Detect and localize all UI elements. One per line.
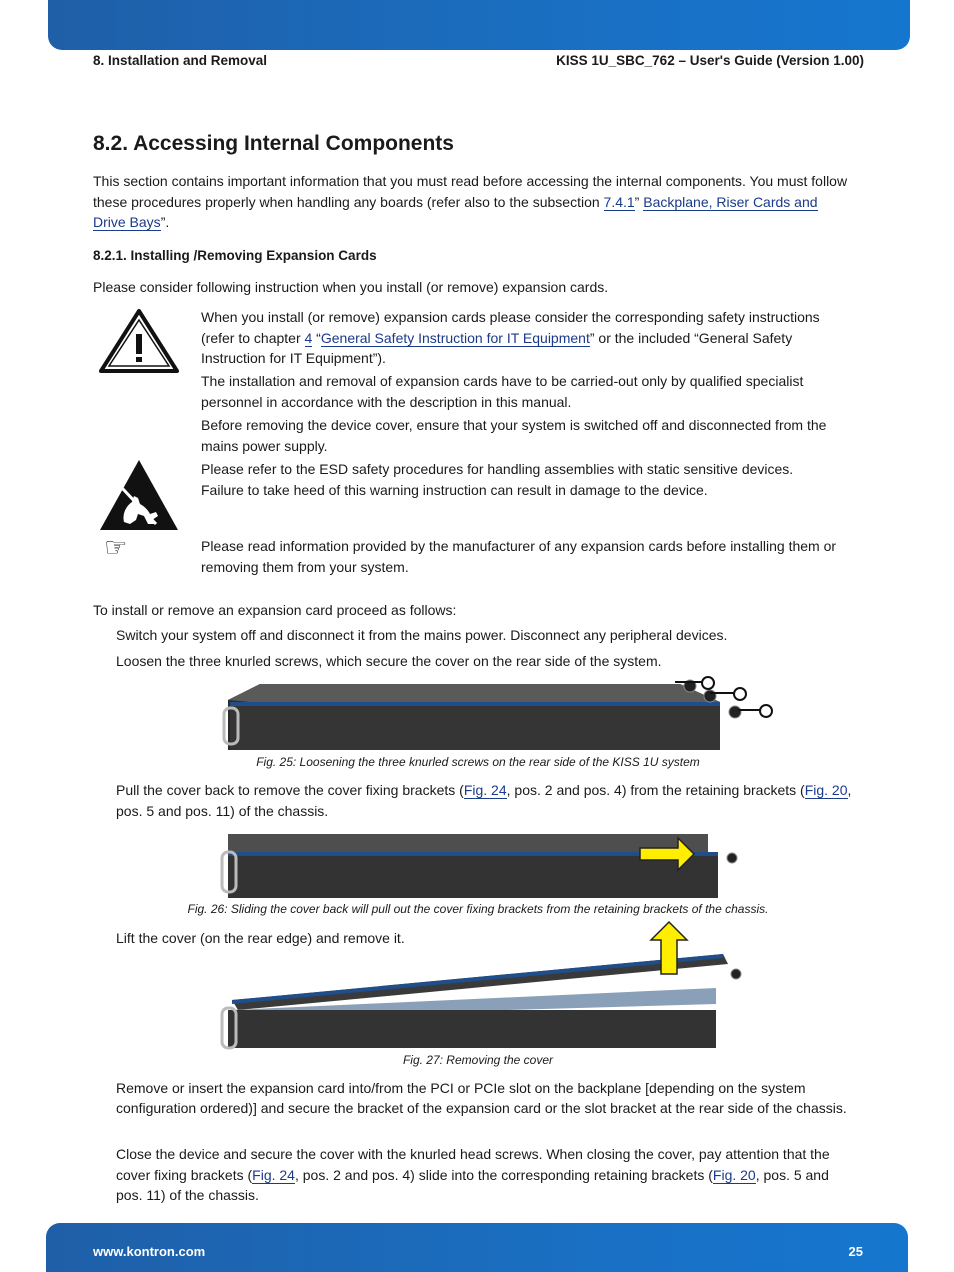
figure-27-caption: Fig. 27: Removing the cover — [402, 1053, 554, 1067]
section-heading: 8.2. Accessing Internal Components — [93, 132, 454, 155]
esd-warning-icon — [98, 458, 180, 532]
link-safety-instruction[interactable]: General Safety Instruction for IT Equipment — [320, 329, 590, 346]
step-6-text: , pos. 5 and pos. 11) of the chassis. — [116, 1166, 829, 1203]
warning-paragraph — [201, 307, 846, 369]
intro-text: ” — [634, 193, 644, 210]
esd-paragraph — [201, 459, 846, 500]
figure-25-image — [220, 672, 780, 752]
step-5: Remove or insert the expansion card into/from the PCI or PCIe slot on the backplane [depending on the system configuration ordered)] and secure the bracket of the expansion card or the slot bracket at the rear side of the chassis. — [116, 1080, 847, 1116]
link-chapter-4[interactable]: 4 — [304, 329, 313, 346]
step-6 — [116, 1144, 856, 1206]
step-3-text: , pos. 2 and pos. 4) from the retaining brackets ( — [506, 782, 805, 798]
warning-text: ” or the included “General Safety Instruction for IT Equipment”). — [201, 329, 793, 366]
step-2: Loosen the three knurled screws, which secure the cover on the rear side of the system. — [116, 653, 662, 669]
warning-paragraph-2: The installation and removal of expansion cards have to be carried-out only by qualified specialist personnel in accordance with the description in this manual. — [201, 373, 804, 410]
figure-25-caption: Fig. 25: Loosening the three knurled screws on the rear side of the KISS 1U system — [256, 755, 700, 769]
esd-text-1: Please refer to the ESD safety procedures for handling assemblies with static sensitive devices. — [201, 461, 794, 477]
step-6-text: , pos. 2 and pos. 4) slide into the corresponding retaining brackets ( — [294, 1166, 713, 1183]
esd-text-2: Failure to take heed of this warning instruction can result in damage to the device. — [201, 481, 708, 498]
document-title: KISS 1U_SBC_762 – User's Guide (Version 1.00) — [556, 53, 864, 68]
consider-paragraph: Please consider following instruction when you install (or remove) expansion cards. — [93, 279, 609, 295]
footer-url[interactable]: www.kontron.com — [93, 1244, 206, 1259]
step-1: Switch your system off and disconnect it from the mains power. Disconnect any peripheral devices. — [116, 627, 728, 643]
intro-text: This section contains important information that you must read before accessing the internal components. You must follow these procedures properly when handling any boards (refer also to the subsection — [93, 173, 848, 210]
figure-27-image — [218, 918, 748, 1052]
page-number: 25 — [848, 1244, 863, 1259]
link-fig-24[interactable]: Fig. 24 — [463, 782, 507, 798]
section-header: 8. Installation and Removal — [93, 53, 268, 68]
link-fig-20[interactable]: Fig. 20 — [712, 1166, 756, 1183]
subsection-heading: 8.2.1. Installing /Removing Expansion Cards — [93, 248, 377, 263]
intro-paragraph — [93, 171, 853, 233]
link-fig-24[interactable]: Fig. 24 — [252, 1166, 295, 1183]
link-backplane[interactable]: Backplane, Riser Cards and Drive Bays — [93, 193, 818, 230]
intro-text: ”. — [160, 214, 170, 230]
link-7-4-1[interactable]: 7.4.1 — [603, 193, 635, 210]
step-3-text: Pull the cover back to remove the cover fixing brackets ( — [116, 782, 464, 798]
footer-banner — [46, 1223, 908, 1272]
warning-icon — [98, 308, 180, 374]
step-3 — [116, 780, 856, 821]
note-paragraph: Please read information provided by the manufacturer of any expansion cards before installing them or removing them from your system. — [201, 538, 837, 575]
warning-text: When you install (or remove) expansion cards please consider the corresponding safety instructions (refer to chapter — [201, 309, 820, 346]
note-hand-icon: ☞ — [104, 533, 128, 563]
link-fig-20[interactable]: Fig. 20 — [804, 782, 848, 798]
figure-26-caption: Fig. 26: Sliding the cover back will pull out the cover fixing brackets from the retaining brackets of the chassis. — [187, 902, 769, 916]
step-6-text: Close the device and secure the cover with the knurled head screws. When closing the cover, pay attention that the cover fixing brackets ( — [116, 1146, 830, 1183]
warning-paragraph-3: Before removing the device cover, ensure that your system is switched off and disconnected from the mains power supply. — [201, 417, 827, 454]
warning-text: “ — [312, 329, 321, 346]
top-banner — [48, 0, 910, 50]
step-3-text: , pos. 5 and pos. 11) of the chassis. — [116, 782, 852, 819]
step-4: Lift the cover (on the rear edge) and remove it. — [116, 930, 405, 946]
figure-26-image — [220, 830, 740, 900]
procedure-intro: To install or remove an expansion card proceed as follows: — [93, 602, 457, 618]
